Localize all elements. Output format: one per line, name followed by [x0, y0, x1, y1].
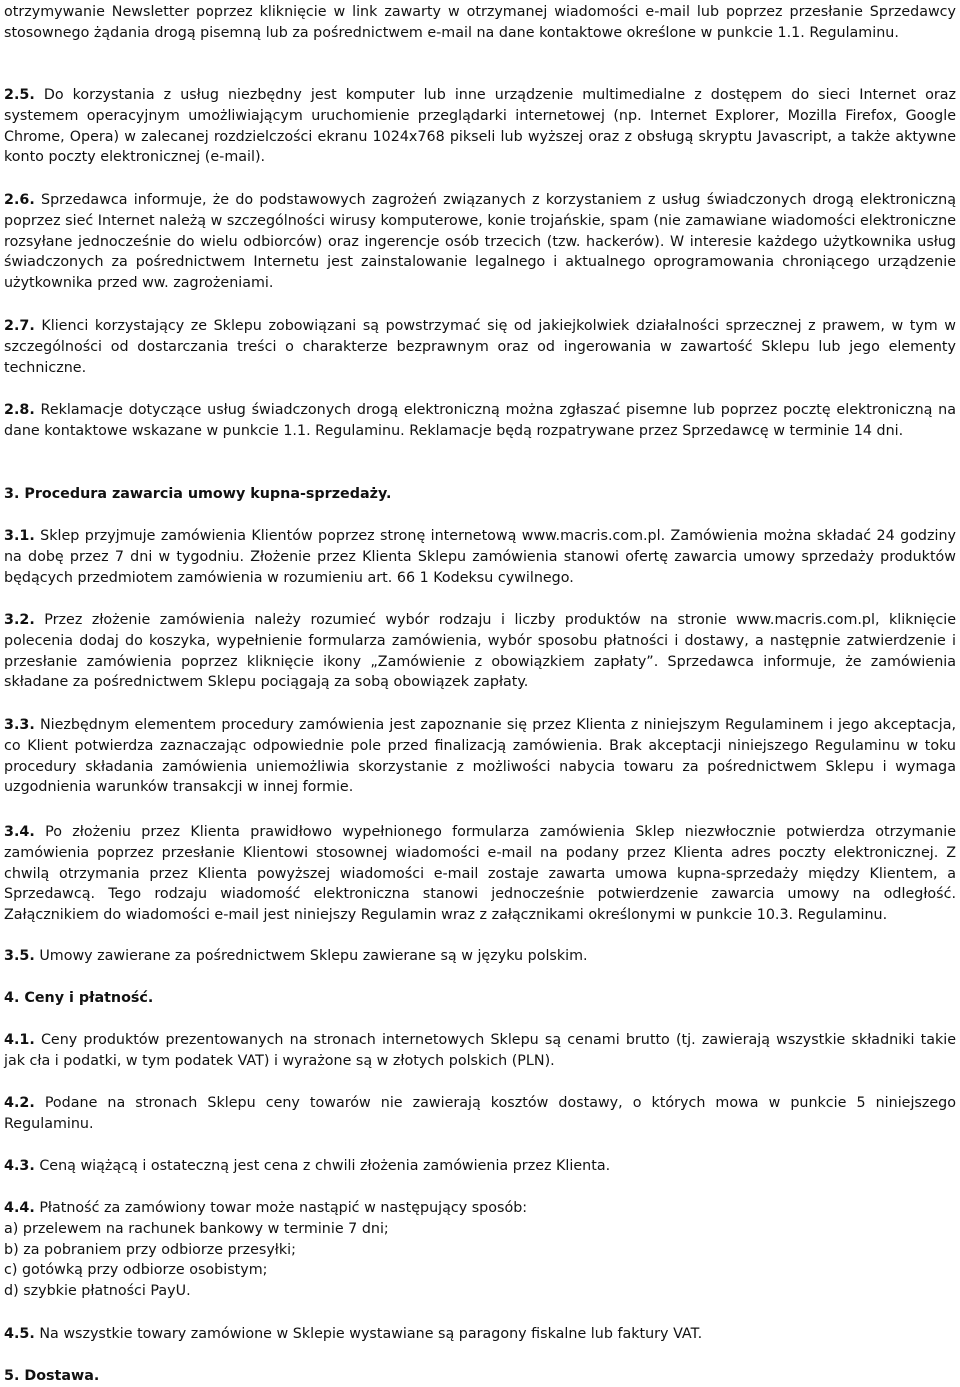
list-item: d) szybkie płatności PayU. [4, 1283, 191, 1300]
section-heading-5: 5. Dostawa. [4, 1368, 100, 1384]
paragraph-text: Umowy zawierane za pośrednictwem Sklepu zawierane są w języku polskim. [39, 948, 588, 964]
paragraph-number: 2.8. [4, 402, 35, 418]
paragraph-3-1 [4, 526, 956, 588]
paragraph-number: 3.1. [4, 528, 35, 544]
section-heading-4: 4. Ceny i płatność. [4, 990, 154, 1006]
paragraph-text: Ceną wiążącą i ostateczną jest cena z chwili złożenia zamówienia przez Klienta. [39, 1158, 611, 1174]
paragraph-text: Klienci korzystający ze Sklepu zobowiązani są powstrzymać się od jakiejkolwiek działalności sprzecznej z prawem, w tym w szczególności od dostarczania treści o charakterze bezprawnym oraz od ingerowania w zawartość Sklepu lub jego elementy techniczne. [4, 318, 956, 376]
paragraph-2-5 [4, 85, 956, 168]
paragraph-text: Po złożeniu przez Klienta prawidłowo wypełnionego formularza zamówienia Sklep niezwłocznie potwierdza otrzymanie zamówienia poprzez przesłanie Klientowi stosownej wiadomości e-mail na podany przez Klienta adres poczty elektronicznej. Z chwilą otrzymania przez Klienta powyższej wiadomości e-mail zostaje zawarta umowa kupna-sprzedaży między Klientem, a Sprzedawcą. Tego rodzaju wiadomość elektroniczna stanowi jednocześnie potwierdzenie zawarcia umowy na odległość. Załącznikiem do wiadomości e-mail jest niniejszy Regulamin wraz z załącznikami określonymi w punkcie 10.3. Regulaminu. [4, 824, 956, 924]
paragraph-text: Na wszystkie towary zamówione w Sklepie wystawiane są paragony fiskalne lub faktury VAT. [39, 1326, 703, 1342]
paragraph-3-4 [4, 822, 956, 926]
paragraph-number: 2.6. [4, 192, 35, 208]
list-item: b) za pobraniem przy odbiorze przesyłki; [4, 1241, 296, 1258]
paragraph-text: Sklep przyjmuje zamówienia Klientów poprzez stronę internetową www.macris.com.pl. Zamówienia można składać 24 godziny na dobę przez 7 dni w tygodniu. Złożenie przez Klienta Sklepu zamówienia stanowi ofertę zawarcia umowy sprzedaży produktów będących przedmiotem zamówienia w rozumieniu art. 66 1 Kodeksu cywilnego. [4, 528, 956, 586]
paragraph-number: 3.2. [4, 612, 35, 628]
paragraph-text: Przez złożenie zamówienia należy rozumieć wybór rodzaju i liczby produktów na stronie www.macris.com.pl, kliknięcie polecenia dodaj do koszyka, wypełnienie formularza zamówienia, wybór sposobu płatności i dostawy, a następnie zatwierdzenie i przesłanie zamówienia poprzez kliknięcie ikony „Zamówienie z obowiązkiem zapłaty”. Sprzedawca informuje, że zamówienia składane za pośrednictwem Sklepu pociągają za sobą obowiązek zapłaty. [4, 612, 956, 691]
paragraph-4-2 [4, 1093, 956, 1135]
paragraph-2-7 [4, 316, 956, 378]
paragraph-2-6 [4, 190, 956, 294]
paragraph-text: Podane na stronach Sklepu ceny towarów nie zawierają kosztów dostawy, o których mowa w punkcie 5 niniejszego Regulaminu. [4, 1095, 957, 1132]
paragraph-number: 3.5. [4, 948, 35, 964]
paragraph-4-5 [4, 1324, 956, 1345]
paragraph-3-3 [4, 715, 956, 798]
paragraph-4-3 [4, 1156, 956, 1177]
paragraph-text: Płatność za zamówiony towar może nastąpić w następujący sposób: [39, 1200, 528, 1216]
paragraph-text: Ceny produktów prezentowanych na stronach internetowych Sklepu są cenami brutto (tj. zawierają wszystkie składniki takie jak cła i podatki, w tym podatek VAT) i wyrażone są w złotych polskich (PLN). [4, 1032, 957, 1069]
list-item: a) przelewem na rachunek bankowy w terminie 7 dni; [4, 1220, 389, 1237]
paragraph-text: Reklamacje dotyczące usług świadczonych drogą elektroniczną można zgłaszać pisemne lub poprzez pocztę elektroniczną na dane kontaktowe wskazane w punkcie 1.1. Regulaminu. Reklamacje będą rozpatrywane przez Sprzedawcę w terminie 14 dni. [4, 402, 956, 439]
paragraph-text: otrzymywanie Newsletter poprzez kliknięcie w link zawarty w otrzymanej wiadomości e-mail lub poprzez przesłanie Sprzedawcy stosownego żądania drogą pisemną lub za pośrednictwem e-mail na dane kontaktowe określone w punkcie 1.1. Regulaminu. [4, 4, 956, 41]
paragraph-text: Niezbędnym elementem procedury zamówienia jest zapoznanie się przez Klienta z niniejszym Regulaminem i jego akceptacja, co Klient potwierdza zaznaczając odpowiednie pole przed finalizacją zamówienia. Brak akceptacji niniejszego Regulaminu w toku procedury składania zamówienia uniemożliwia skorzystanie z możliwości nabycia towaru za pośrednictwem Sklepu i wymaga uzgodnienia warunków transakcji w innej formie. [4, 717, 956, 796]
paragraph-number: 2.5. [4, 87, 35, 103]
section-heading-3: 3. Procedura zawarcia umowy kupna-sprzedaży. [4, 486, 392, 502]
paragraph-3-2 [4, 610, 956, 693]
paragraph-number: 4.3. [4, 1158, 35, 1174]
paragraph-newsletter-cont [4, 2, 956, 44]
paragraph-4-1 [4, 1030, 956, 1072]
paragraph-number: 3.3. [4, 717, 35, 733]
paragraph-text: Sprzedawca informuje, że do podstawowych zagrożeń związanych z korzystaniem z usług świadczonych drogą elektroniczną poprzez sieć Internet należą w szczególności wirusy komputerowe, konie trojańskie, spam (nie zamawiane wiadomości elektroniczne rozsyłane jednocześnie do wielu odbiorców) oraz ingerencje osób trzecich (tzw. hackerów). W interesie każdego użytkownika usług świadczonych za pośrednictwem Internetu jest zainstalowanie legalnego i aktualnego oprogramowania chroniącego urządzenie użytkownika przed ww. zagrożeniami. [4, 192, 956, 292]
paragraph-2-8 [4, 400, 956, 442]
paragraph-number: 4.2. [4, 1095, 35, 1111]
paragraph-3-5 [4, 946, 956, 967]
paragraph-4-4 [4, 1198, 956, 1302]
list-item: c) gotówką przy odbiorze osobistym; [4, 1262, 268, 1279]
paragraph-number: 4.5. [4, 1326, 35, 1342]
paragraph-number: 3.4. [4, 824, 35, 840]
paragraph-number: 4.4. [4, 1200, 35, 1216]
paragraph-text: Do korzystania z usług niezbędny jest komputer lub inne urządzenie multimedialne z dostępem do sieci Internet oraz systemem operacyjnym umożliwiającym uruchomienie przeglądarki internetowej (np. Internet Explorer, Mozilla Firefox, Google Chrome, Opera) w zalecanej rozdzielczości ekranu 1024x768 pikseli lub wyższej oraz z obsługą skryptu Javascript, a także aktywne konto poczty elektronicznej (e-mail). [4, 87, 956, 166]
paragraph-number: 2.7. [4, 318, 35, 334]
paragraph-number: 4.1. [4, 1032, 35, 1048]
